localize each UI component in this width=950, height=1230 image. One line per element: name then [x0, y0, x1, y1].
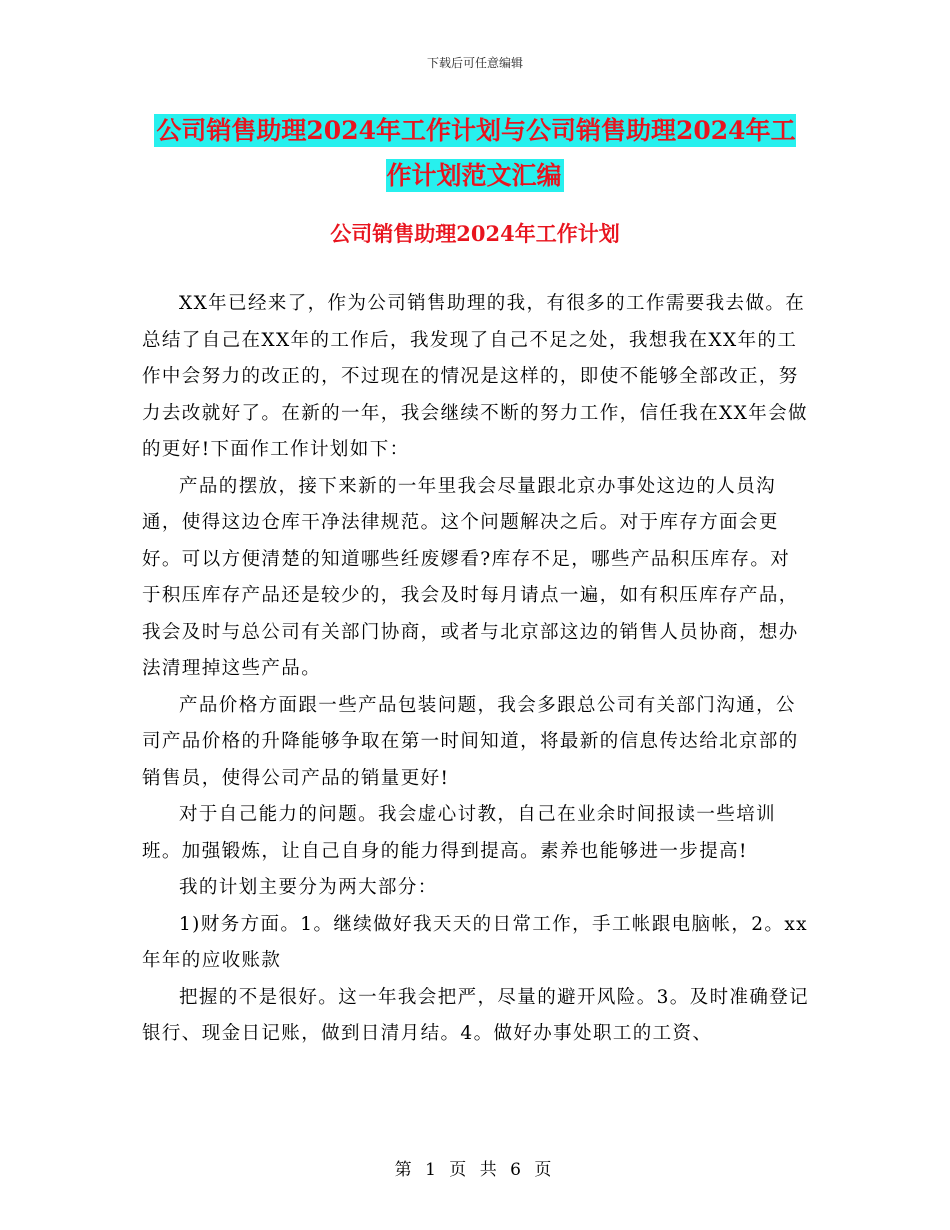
- paragraph: 产品价格方面跟一些产品包装问题，我会多跟总公司有关部门沟通，公司产品价格的升降能够争取在第一时间知道，将最新的信息传达给北京部的销售员，使得公司产品的销量更好!: [142, 694, 799, 789]
- paragraph: 1)财务方面。1。继续做好我天天的日常工作，手工帐跟电脑帐，2。xx年年的应收账款: [142, 913, 808, 971]
- document-title: [150, 108, 800, 198]
- paragraph: 产品的摆放，接下来新的一年里我会尽量跟北京办事处这边的人员沟通，使得这边仓库干净法律规范。这个问题解决之后。对于库存方面会更好。可以方便清楚的知道哪些纴废嫪看?库存不足，哪些产品积压库存。对于积压库存产品还是较少的，我会及时每月请点一遍，如有积压库存产品，我会及时与总公司有关部门协商，或者与北京部这边的销售人员协商，想办法清理掉这些产品。: [142, 475, 799, 679]
- document-title-text: 公司销售助理2024年工作计划与公司销售助理2024年工作计划范文汇编: [156, 116, 796, 190]
- paragraph: 我的计划主要分为两大部分：: [179, 877, 438, 898]
- paragraph: 对于自己能力的问题。我会虚心讨教，自己在业余时间报读一些培训班。加强锻炼，让自己自身的能力得到提高。素养也能够进一步提高!: [142, 804, 777, 862]
- page-footer: 第 1 页 共 6 页: [394, 1160, 556, 1180]
- paragraph: 把握的不是很好。这一年我会把严，尽量的避开风险。3。及时准确登记银行、现金日记账，做到日清月结。4。做好办事处职工的工资、: [142, 986, 810, 1044]
- paragraph: XX年已经来了，作为公司销售助理的我，有很多的工作需要我去做。在总结了自己在XX年的工作后，我发现了自己不足之处，我想我在XX年的工作中会努力的改正的，不过现在的情况是这样的，即使不能够全部改正，努力去改就好了。在新的一年，我会继续不断的努力工作，信任我在XX年会做的更好!下面作工作计划如下：: [142, 293, 808, 460]
- header-note: 下载后可任意编辑: [426, 56, 523, 70]
- body-text: [142, 286, 810, 1053]
- section-title: 公司销售助理2024年工作计划: [330, 221, 620, 246]
